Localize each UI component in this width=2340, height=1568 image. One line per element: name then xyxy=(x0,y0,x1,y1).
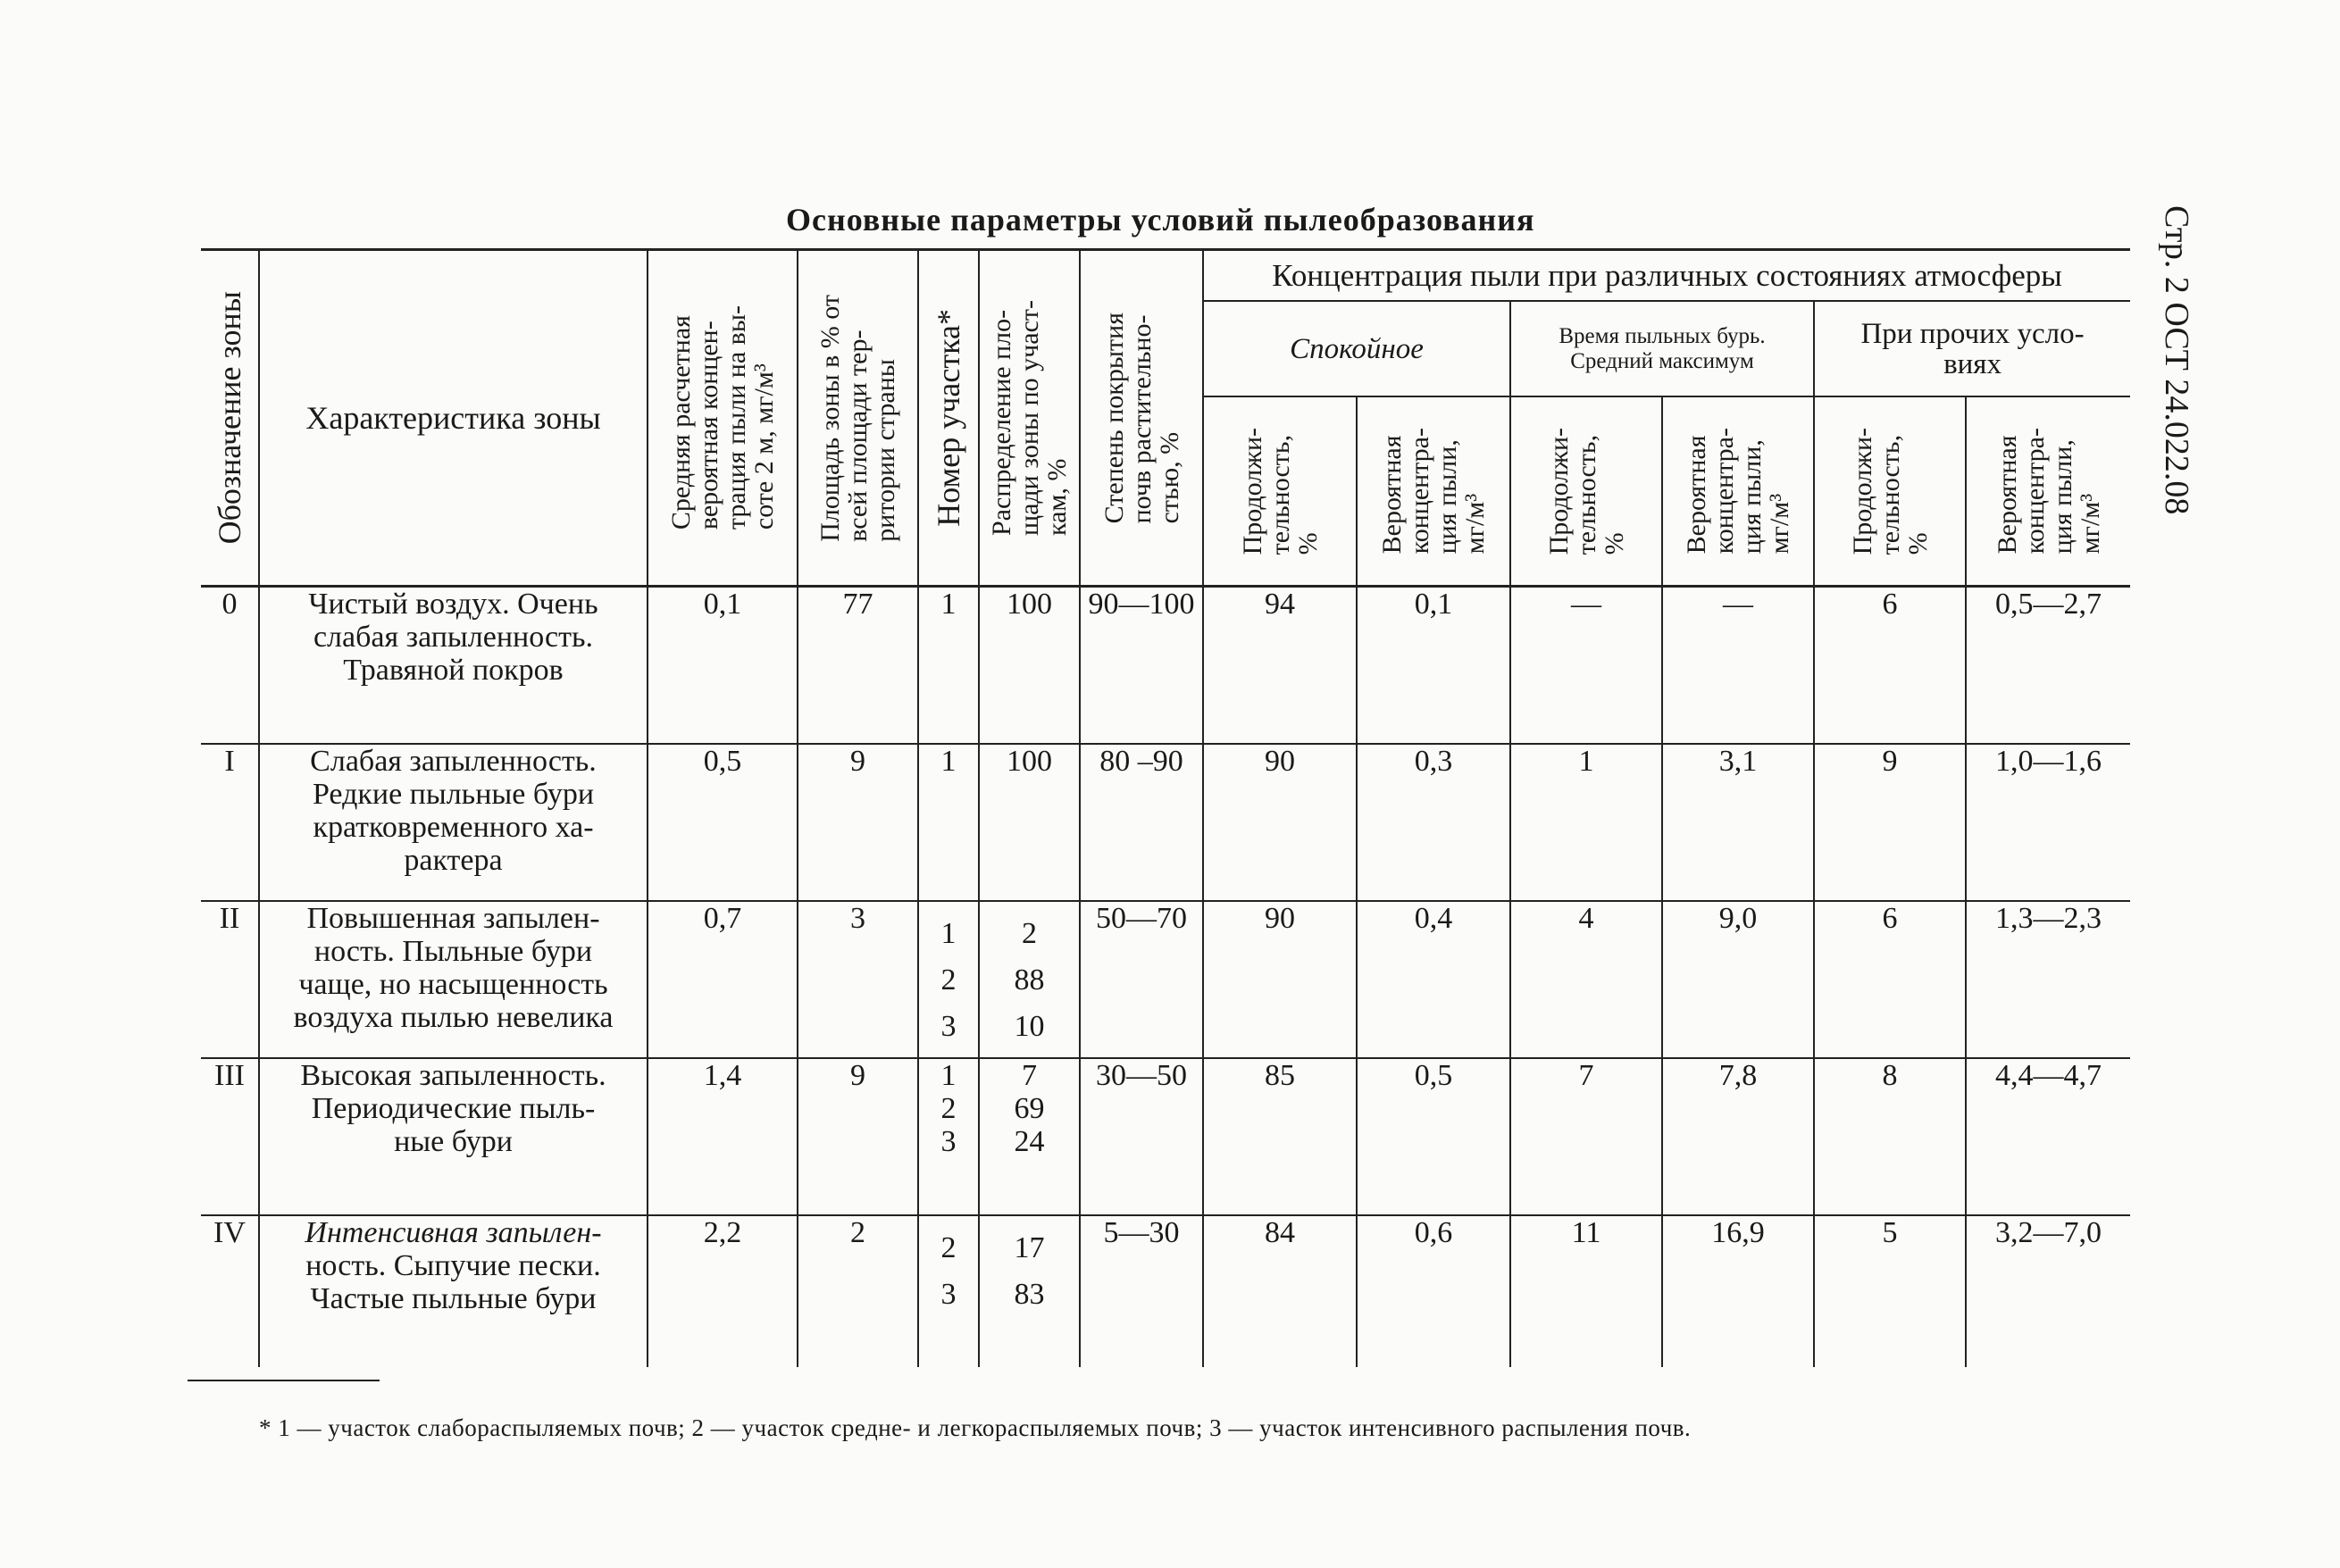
vegetation-cover: 80 –90 xyxy=(1080,744,1203,901)
desc-line: ность. Сыпучие пески. xyxy=(305,1248,601,1282)
calm-concentration: 0,6 xyxy=(1357,1215,1510,1367)
other-duration: 5 xyxy=(1814,1215,1966,1367)
storm-duration: 11 xyxy=(1510,1215,1662,1367)
plot-numbers: 2 3 xyxy=(918,1215,979,1367)
desc-line: Редкие пыльные бури xyxy=(312,777,595,811)
desc-line: ность. Пыльные бури xyxy=(313,934,593,968)
storm-concentration: 16,9 xyxy=(1662,1215,1814,1367)
storm-concentration: 7,8 xyxy=(1662,1058,1814,1215)
calm-duration: 84 xyxy=(1203,1215,1357,1367)
header-row-1 xyxy=(201,250,2130,302)
area-percent: 9 xyxy=(798,1058,918,1215)
header-area-distribution: Распределение пло- щади зоны по участ- кам, % xyxy=(979,250,1080,587)
header-calm: Спокойное xyxy=(1203,301,1510,396)
avg-concentration: 0,5 xyxy=(648,744,798,901)
table-row-zone-4 xyxy=(201,1215,2130,1367)
desc-line: Чистый воздух. Очень xyxy=(308,588,598,621)
calm-concentration: 0,1 xyxy=(1357,587,1510,744)
area-distribution: 100 xyxy=(979,744,1080,901)
area-percent: 2 xyxy=(798,1215,918,1367)
area-distribution: 17 83 xyxy=(979,1215,1080,1367)
desc-line: рактера xyxy=(404,843,503,877)
desc-line: ные бури xyxy=(394,1124,513,1158)
other-duration: 6 xyxy=(1814,901,1966,1058)
zone-code: IV xyxy=(201,1215,259,1367)
header-storm-concentration: Вероятная концентра- ция пыли, мг/м³ xyxy=(1662,396,1814,587)
storm-concentration: — xyxy=(1662,587,1814,744)
desc-line: Частые пыльные бури xyxy=(310,1281,597,1315)
calm-duration: 85 xyxy=(1203,1058,1357,1215)
other-concentration: 0,5—2,7 xyxy=(1966,587,2130,744)
vegetation-cover: 5—30 xyxy=(1080,1215,1203,1367)
plot-numbers: 1 xyxy=(918,587,979,744)
area-distribution: 2 88 10 xyxy=(979,901,1080,1058)
plot-numbers: 1 2 3 xyxy=(918,901,979,1058)
desc-line: Периодические пыль- xyxy=(311,1091,596,1125)
table-title: Основные параметры условий пылеобразования xyxy=(786,202,1535,238)
zone-code: I xyxy=(201,744,259,901)
header-other-concentration: Вероятная концентра- ция пыли, мг/м³ xyxy=(1966,396,2130,587)
desc-line: Повышенная запылен- xyxy=(306,901,600,935)
header-dust-storm: Время пыльных бурь. Средний максимум xyxy=(1510,301,1814,396)
header-vegetation-cover: Степень покрытия почв растительно- стью, % xyxy=(1080,250,1203,587)
zone-code: 0 xyxy=(201,587,259,744)
zone-description xyxy=(259,1058,648,1215)
desc-line: кратковременного ха- xyxy=(313,810,594,844)
calm-duration: 90 xyxy=(1203,901,1357,1058)
storm-concentration: 9,0 xyxy=(1662,901,1814,1058)
calm-duration: 94 xyxy=(1203,587,1357,744)
desc-line: Травяной покров xyxy=(343,654,564,687)
table-row-zone-2 xyxy=(201,901,2130,1058)
other-duration: 8 xyxy=(1814,1058,1966,1215)
zone-code: III xyxy=(201,1058,259,1215)
other-concentration: 4,4—4,7 xyxy=(1966,1058,2130,1215)
footnote-divider xyxy=(188,1380,380,1381)
table-row-zone-1 xyxy=(201,744,2130,901)
desc-line: слабая запыленность. xyxy=(313,621,594,654)
header-plot-number: Номер участка* xyxy=(918,250,979,587)
vegetation-cover: 90—100 xyxy=(1080,587,1203,744)
calm-concentration: 0,4 xyxy=(1357,901,1510,1058)
other-concentration: 3,2—7,0 xyxy=(1966,1215,2130,1367)
area-distribution: 7 69 24 xyxy=(979,1058,1080,1215)
desc-line: воздуха пылью невелика xyxy=(293,1000,614,1034)
zone-description xyxy=(259,1215,648,1367)
plot-numbers: 1 2 3 xyxy=(918,1058,979,1215)
vegetation-cover: 50—70 xyxy=(1080,901,1203,1058)
table-row-zone-0 xyxy=(201,587,2130,744)
other-concentration: 1,0—1,6 xyxy=(1966,744,2130,901)
desc-line: Высокая запыленность. xyxy=(300,1058,606,1092)
header-calm-duration: Продолжи- тельность, % xyxy=(1203,396,1357,587)
header-area-percent: Площадь зоны в % от всей площади тер- ритории страны xyxy=(798,250,918,587)
header-other-duration: Продолжи- тельность, % xyxy=(1814,396,1966,587)
storm-duration: 7 xyxy=(1510,1058,1662,1215)
calm-concentration: 0,3 xyxy=(1357,744,1510,901)
header-concentration-group: Концентрация пыли при различных состояниях атмосферы xyxy=(1203,250,2130,302)
area-percent: 3 xyxy=(798,901,918,1058)
zone-description xyxy=(259,744,648,901)
storm-duration: 4 xyxy=(1510,901,1662,1058)
zone-code: II xyxy=(201,901,259,1058)
storm-duration: 1 xyxy=(1510,744,1662,901)
desc-line: Интенсивная запылен- xyxy=(305,1215,602,1249)
storm-duration: — xyxy=(1510,587,1662,744)
area-percent: 77 xyxy=(798,587,918,744)
area-distribution: 100 xyxy=(979,587,1080,744)
avg-concentration: 0,1 xyxy=(648,587,798,744)
dust-parameters-table xyxy=(201,248,2130,1367)
table-row-zone-3 xyxy=(201,1058,2130,1215)
vegetation-cover: 30—50 xyxy=(1080,1058,1203,1215)
desc-line: чаще, но насыщенность xyxy=(298,967,608,1001)
header-storm-duration: Продолжи- тельность, % xyxy=(1510,396,1662,587)
header-zone-code: Обозначение зоны xyxy=(201,250,259,587)
header-avg-concentration: Средняя расчетная вероятная концен- трация пыли на вы- соте 2 м, мг/м³ xyxy=(648,250,798,587)
header-other-conditions: При прочих усло- виях xyxy=(1814,301,2130,396)
header-zone-characteristic: Характеристика зоны xyxy=(259,250,648,587)
calm-concentration: 0,5 xyxy=(1357,1058,1510,1215)
zone-description xyxy=(259,901,648,1058)
avg-concentration: 2,2 xyxy=(648,1215,798,1367)
storm-concentration: 3,1 xyxy=(1662,744,1814,901)
plot-numbers: 1 xyxy=(918,744,979,901)
avg-concentration: 0,7 xyxy=(648,901,798,1058)
side-header-text: Стр. 2 ОСТ 24.022.08 xyxy=(2158,205,2195,515)
other-duration: 6 xyxy=(1814,587,1966,744)
other-concentration: 1,3—2,3 xyxy=(1966,901,2130,1058)
desc-line: Слабая запыленность. xyxy=(310,744,597,778)
area-percent: 9 xyxy=(798,744,918,901)
page-side-header xyxy=(2154,205,2199,607)
other-duration: 9 xyxy=(1814,744,1966,901)
calm-duration: 90 xyxy=(1203,744,1357,901)
avg-concentration: 1,4 xyxy=(648,1058,798,1215)
zone-description xyxy=(259,587,648,744)
footnote: * 1 — участок слабораспыляемых почв; 2 — участок средне- и легкораспыляемых почв; 3 — участок интенсивного распыления почв. xyxy=(259,1414,1692,1441)
header-calm-concentration: Вероятная концентра- ция пыли, мг/м³ xyxy=(1357,396,1510,587)
